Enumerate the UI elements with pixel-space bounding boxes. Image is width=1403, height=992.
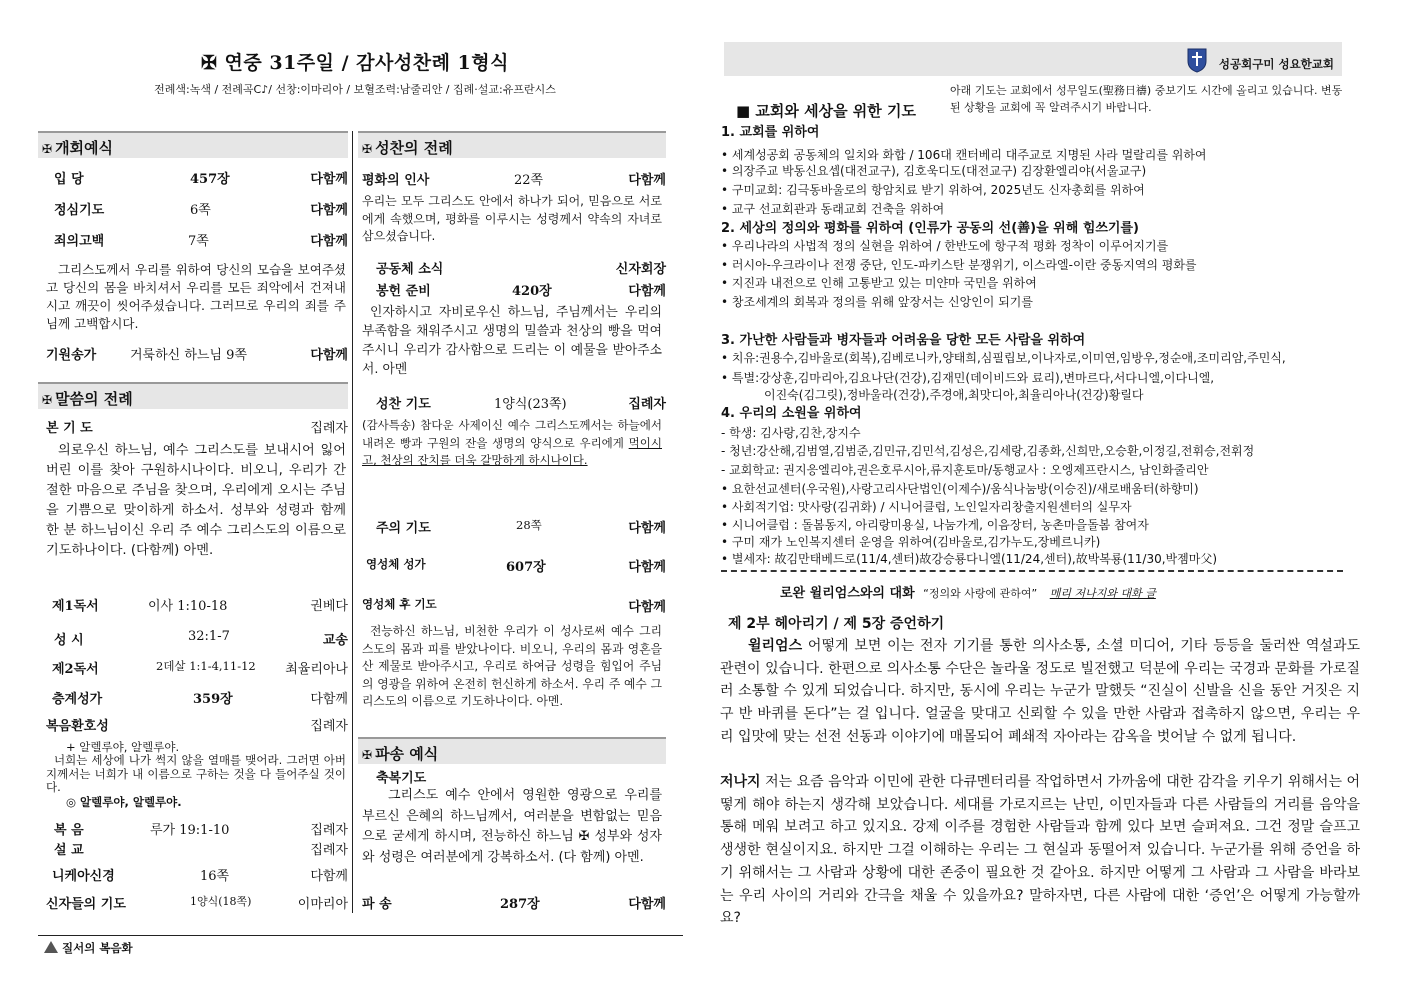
blessing-heading: 축복기도 <box>376 771 427 786</box>
peace-text: 우리는 모두 그리스도 안에서 하나가 되어, 믿음으로 서로에게 속했으며, 평화를 이루시는 성령께서 약속의 자녀로 삼으셨습니다. <box>362 194 662 243</box>
confession-text: 그리스도께서 우리를 위하여 당신의 모습을 보여주셨고 당신의 몸을 바치셔서 우리를 모든 죄악에서 건져내시고 깨끗이 씻어주셨습니다. 그러므로 우리의 죄를 주님께 고백합시다. <box>46 262 346 331</box>
row-ref: 607장 <box>506 560 546 575</box>
row-label: 복 음 <box>54 823 84 838</box>
row-label: 성 시 <box>54 633 84 648</box>
row-ref: 32:1-7 <box>188 629 230 644</box>
row-ref: 457장 <box>190 172 230 187</box>
row-who: 다함께 <box>628 173 666 188</box>
row-who: 최율리아나 <box>285 662 348 677</box>
offertory-text: 인자하시고 자비로우신 하느님, 주님께서는 우리의 부족함을 채워주시고 생명의 밀쓸과 천상의 빵을 먹여주시니 우리가 감사함으로 드리는 이 예물을 받아주소서. 아멘 <box>362 305 662 377</box>
postcommunion-text: 전능하신 하느님, 비천한 우리가 이 성사로써 예수 그리스도의 몸과 피를 받았나이다. 비오니, 우리의 몸과 영혼을 산 제물로 받아주시고, 우리로 하여금 성령을 힘입어 주님의 영광을 위하여 온전히 헌신하게 하소서. 우리 주 예수 그리스도의 이름으로 기도하나이다. 아멘. <box>362 624 662 709</box>
prayer-line: • 사회적기업: 맛사랑(김귀화) / 시니어클럽, 노인일자리창출지원센터의 실무자 <box>721 500 1132 514</box>
row-who: 다함께 <box>310 172 348 187</box>
row-label: 제2독서 <box>52 662 99 677</box>
row-label: 복음환호성 <box>46 719 109 734</box>
church-banner <box>724 42 1342 76</box>
speaker-text: 어떻게 보면 이는 전자 기기를 통한 의사소통, 소셜 미디어, 기타 등등을 둘러싼 역설과도 관련이 있습니다. 한편으로 의사소통 수단은 놀라울 정도로 빌전했고 덕분에 우리는 국경과 문화를 가로질러 소통할 수 있게 되었습니다. 하지만, 동시에 우리는 누군가 말했듯 “진실이 신발을 신을 동안 거짓은 지구 반 바퀴를 돈다”는 걸 입니다. 얼굴을 맞대고 신뢰할 수 있을 만한 사람과 접촉하지 않으면, 우리는 우리 입맛에 맞는 선전 선동과 이야기에 매몰되어 폐쇄적 자아라는 감옥을 벗어날 수 없게 됩니다. <box>720 638 1360 745</box>
conversation-name: 로완 윌리엄스와의 대화 <box>780 586 915 601</box>
prayer-line: - 학생: 김사랑,김찬,장지수 <box>721 426 861 440</box>
prayer-line: - 청년:강산해,김범열,김범준,김민규,김민석,김성은,김세랑,김종화,신희만,오승환,이정길,전휘승,전휘정 <box>721 444 1255 458</box>
cross-icon: ✠ <box>42 393 53 407</box>
prayer-line: • 구미 재가 노인복지센터 운영을 위하여(김바울로,김가누도,장베르니카) <box>721 535 1101 549</box>
row-ref: 이사 1:10-18 <box>148 599 228 614</box>
row-label: 주의 기도 <box>376 521 431 536</box>
row-who: 다함께 <box>310 348 348 363</box>
heading-spacer <box>721 100 1361 101</box>
section-title: 개회예식 <box>55 139 114 157</box>
row-label: 설 교 <box>54 843 84 858</box>
prayer-line: • 세계성공회 공동체의 일치와 화합 / 106대 캔터베리 대주교로 지명된 사라 멀랄리를 위하여 <box>721 148 1207 162</box>
prayer-subheading: 1. 교회를 위하여 <box>721 125 820 140</box>
prayer-line: • 의장주교 박동신요셉(대전교구), 김호욱디도(대전교구) 김장환엘리야(서울교구) <box>721 164 1147 178</box>
row-who: 다함께 <box>628 600 666 615</box>
middle-column <box>358 131 666 931</box>
row-ref: 루가 19:1-10 <box>150 823 230 838</box>
section-dismissal <box>358 737 666 764</box>
liturgy-info: 전례색:녹색 / 전례곡C♪/ 선창:이마리아 / 보혈조력:남줄리안 / 집례·설교:유프란시스 <box>154 83 556 96</box>
prayer-line: • 러시아-우크라이나 전쟁 중단, 인도-파키스탄 분쟁위기, 이스라엘-이란 중동지역의 평화를 <box>721 258 1197 272</box>
row-label: 공동체 소식 <box>376 262 444 277</box>
section-opening <box>38 131 348 158</box>
row-who: 다함께 <box>310 692 348 707</box>
footer-logo-icon <box>44 941 58 953</box>
section-eucharist <box>358 131 666 158</box>
row-ref: 16쪽 <box>200 869 230 884</box>
row-ref: 22쪽 <box>514 173 544 188</box>
dashed-divider <box>721 570 1343 572</box>
cross-icon: ✠ <box>42 142 53 156</box>
row-label: 기원송가 <box>46 348 97 363</box>
row-ref: 거룩하신 하느님 9쪽 <box>130 348 247 363</box>
prayer-subheading: 4. 우리의 소원을 위하여 <box>721 406 862 421</box>
row-who: 이마리아 <box>297 897 348 912</box>
row-label: 평화의 인사 <box>362 173 430 188</box>
row-who: 집례자 <box>628 397 666 412</box>
row-ref: 2데살 1:1-4,11-12 <box>156 659 256 673</box>
page-title: ✠ 연중 31주일 / 감사성찬례 1형식 <box>201 52 509 74</box>
row-label: 신자들의 기도 <box>46 897 126 912</box>
conversation-subtitle: “정의와 사랑에 관하여” <box>923 587 1038 600</box>
row-who: 집례자 <box>310 719 348 734</box>
church-name: 성공회구미 성요한교회 <box>1218 57 1334 71</box>
row-who: 다함께 <box>310 869 348 884</box>
row-label: 영성체 후 기도 <box>362 597 437 611</box>
church-shield-icon <box>1186 45 1208 73</box>
janazi-paragraph <box>720 771 1360 930</box>
prayer-line: • 교구 선교회관과 동래교회 건축을 위하여 <box>721 202 945 216</box>
conversation-author: 메리 저나지와 대화 글 <box>1049 587 1156 600</box>
prayer-line: • 요한선교센터(우국원),사랑고리사단법인(이제수)/움식나눔방(이승진)/새로배움터(하향미) <box>721 482 1199 496</box>
row-label: 층계성가 <box>52 692 103 707</box>
prayer-line: • 치유:권용수,김바울로(회복),김베로니카,양태희,심필립보,이나자로,이미연,임방우,정순애,조미리암,주민식, <box>721 351 1286 365</box>
row-ref: 287장 <box>500 897 540 912</box>
row-who: 다함께 <box>628 560 666 575</box>
speaker-text: 저는 요즘 음악과 이민에 관한 다큐멘터리를 작업하면서 가까움에 대한 감각을 키우기 위해서는 어떻게 해야 하는지 생각해 보았습니다. 세대를 가로지르는 난민, 이민자들과 다른 사람들의 거리를 음악을 통해 메워 보려고 하고 있지요. 강제 이주를 경험한 사람들과 함께 있다 보면 슬퍼져요. 그건 정말 슬프고 생생한 현실이지요. 하지만 그걸 이해하는 우리는 그 현실과 동떨어져 있습니다. 누군가를 위해 증언을 하기 위해서는 그 사람과 상황에 대한 존중이 필요한 것 같아요. 하지만 어떻게 그 사람과 그 사람을 바라보는 우리 사이의 거리와 간극을 채울 수 있을까요? 말하자면, 다른 사람에 대한 ‘증언’은 어떻게 가능할까요? <box>720 774 1360 927</box>
collect-text: 의로우신 하느님, 예수 그리스도를 보내시어 잃어버린 이를 찾아 구원하시나이다. 비오니, 우리가 간절한 마음으로 주님을 찾으며, 우리에게 오시는 주님을 기쁨으로 맞이하게 하소서. 성부와 성령과 함께 한 분 하느님이신 우리 주 예수 그리스도의 이름으로 기도하나이다. (다함께) 아멘. <box>46 443 346 558</box>
row-label: 파 송 <box>362 897 392 912</box>
speaker-name: 윌리엄스 <box>748 638 803 654</box>
row-ref: 1양식(23쪽) <box>494 397 567 412</box>
row-label: 정심기도 <box>54 203 105 218</box>
row-who: 집례자 <box>310 843 348 858</box>
prayer-line: - 교회학교: 권지응엘리야,권은호루시아,류지훈토마/동행교사 : 오엥제프란시스, 남인화줄리안 <box>721 463 1209 477</box>
footer-label: 질서의 복음화 <box>62 941 133 955</box>
row-ref: 420장 <box>512 284 552 299</box>
row-label: 성찬 기도 <box>376 397 431 412</box>
row-who: 다함께 <box>628 521 666 536</box>
row-who: 집례자 <box>310 421 348 436</box>
section-title: 파송 예식 <box>375 745 439 763</box>
cross-icon: ✠ <box>362 142 373 156</box>
part-heading: 제 2부 헤아리기 / 제 5장 증언하기 <box>728 616 945 632</box>
prayer-subheading: 2. 세상의 정의와 평화를 위하여 (인류가 공동의 선(善)을 위해 힘쓰기를) <box>721 221 1139 236</box>
preface-underlined: 먹이시고, 천상의 잔치를 더욱 갈망하게 하시나이다. <box>362 435 662 467</box>
prayer-line: • 창조세계의 회복과 정의를 위해 앞장서는 신앙인이 되기를 <box>721 295 1033 309</box>
blessing-text: 그리스도 예수 안에서 영원한 영광으로 우리를 부르신 은혜의 하느님께서, 여러분을 변함없는 믿음으로 굳세게 하시며, 전능하신 하느님 ✠ 성부와 성자와 성령은 여러분에게 강복하소서. (다 함께) 아멘. <box>362 788 662 865</box>
section-word <box>38 382 348 409</box>
row-label: 본 기 도 <box>46 421 93 436</box>
cross-icon: ✠ <box>362 748 373 762</box>
row-ref: 28쪽 <box>516 518 542 532</box>
conversation-title <box>780 582 1156 601</box>
preface-part: (감사특송) 참다운 사제이신 예수 그리스도께서는 하늘에서 내려온 빵과 구원의 잔을 생명의 양식으로 우리에게 <box>362 418 662 450</box>
row-ref: 359장 <box>193 692 233 707</box>
preface-text <box>362 417 662 470</box>
row-who: 다함께 <box>310 203 348 218</box>
prayer-line: • 특별:강상훈,김마리아,김요나단(건강),김재민(데이비드와 료리),변마르다,서다니엘,이다니엘, <box>721 371 1215 385</box>
prayer-subheading: 3. 가난한 사람들과 병자들과 어려움을 당한 모든 사람을 위하여 <box>721 333 1086 348</box>
row-label: 영성체 성가 <box>366 557 426 571</box>
alleluia-verse: 너희는 세상에 나가 썩지 않을 열매를 맺어라. 그러면 아버지께서는 너희가 내 이름으로 구하는 것을 다 들어주실 것이다. <box>46 753 346 794</box>
alleluia-response: ◎ 알렐루야, 알렐루야. <box>66 795 182 809</box>
section-title: 성찬의 전례 <box>375 139 453 157</box>
row-ref: 7쪽 <box>188 234 209 249</box>
row-label: 죄의고백 <box>54 234 105 249</box>
alleluia-line: + 알렐루야, 알렐루야. <box>66 740 180 754</box>
row-label: 봉헌 준비 <box>376 284 431 299</box>
row-who: 다함께 <box>310 234 348 249</box>
prayer-line: • 시니어클럽 : 돌봄동지, 아리랑미용실, 나눔가게, 이음장터, 농촌마을돌봄 참여자 <box>721 518 1149 532</box>
prayer-heading: ■ 교회와 세상을 위한 기도 <box>736 102 916 120</box>
row-ref: 6쪽 <box>190 203 211 218</box>
row-label: 니케아신경 <box>52 869 115 884</box>
prayer-line: • 구미교회: 김극동바울로의 항암치료 받기 위하여, 2025년도 신자총회를 위하여 <box>721 183 1145 197</box>
row-who: 교송 <box>322 633 348 648</box>
row-ref: 1양식(18쪽) <box>190 895 252 908</box>
prayer-line: 이진숙(김그릿),정바울라(건강),주경애,최맛디아,최율리아나(건강)황릴다 <box>764 388 1144 402</box>
footer-rule <box>38 935 683 936</box>
williams-paragraph <box>720 635 1360 749</box>
section-title: 말씀의 전례 <box>55 390 133 408</box>
prayer-line: • 지진과 내전으로 인해 고통받고 있는 미얀마 국민을 위하여 <box>721 276 1037 290</box>
row-who: 다함께 <box>628 284 666 299</box>
footer-text <box>44 940 133 956</box>
prayer-line: • 우리나라의 사법적 정의 실현을 위하여 / 한반도에 항구적 평화 정착이 이루어지기를 <box>721 239 1169 253</box>
row-label: 제1독서 <box>52 599 99 614</box>
row-label: 입 당 <box>54 172 84 187</box>
row-who: 권베다 <box>310 599 348 614</box>
prayer-line: • 별세자: 故김만태베드로(11/4,센터)故강승룡다니엘(11/24,센터),故박복룡(11/30,박젬마父) <box>721 552 1218 566</box>
left-column <box>38 131 348 931</box>
speaker-name: 저나지 <box>720 774 761 790</box>
column-divider <box>352 131 353 913</box>
row-who: 신자회장 <box>615 262 666 277</box>
notice-text: 아래 기도는 교회에서 성무일도(聖務日禱) 중보기도 시간에 올리고 있습니다. 변동된 상황을 교회에 꼭 알려주시기 바랍니다. <box>950 84 1343 114</box>
row-who: 집례자 <box>310 823 348 838</box>
row-who: 다함께 <box>628 897 666 912</box>
